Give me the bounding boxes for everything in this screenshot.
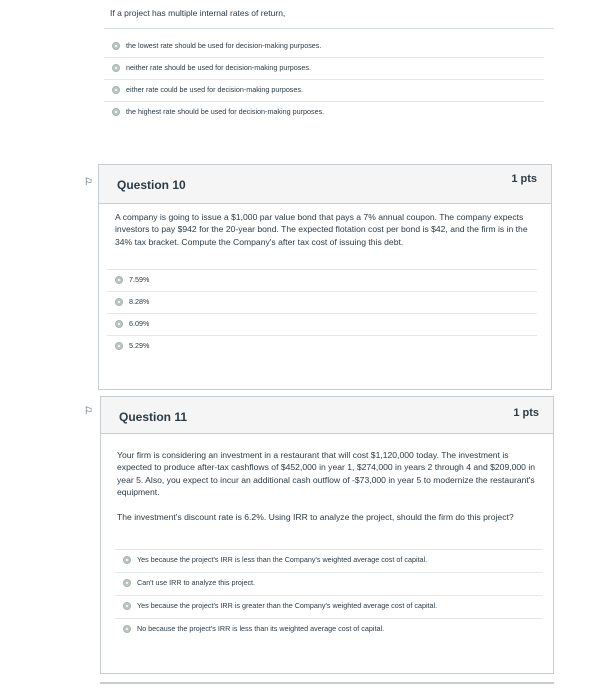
answer-option[interactable]: [107, 335, 537, 358]
radio-button[interactable]: [112, 108, 120, 116]
answer-label: the lowest rate should be used for decision-making purposes.: [126, 41, 322, 50]
answer-option[interactable]: [104, 101, 544, 124]
answer-option[interactable]: [107, 269, 537, 292]
answer-option[interactable]: [115, 618, 543, 641]
question-points: 1 pts: [511, 173, 537, 185]
answer-option[interactable]: [104, 79, 544, 102]
answer-label: No because the project's IRR is less than its weighted average cost of capital.: [137, 624, 385, 633]
answer-list: [115, 549, 543, 645]
answer-option[interactable]: [107, 291, 537, 314]
answer-label: neither rate should be used for decision-making purposes.: [126, 63, 311, 72]
radio-button[interactable]: [115, 342, 123, 350]
question-11-card: [100, 396, 554, 674]
flag-icon[interactable]: ⚐: [84, 406, 93, 417]
question-title: Question 10: [117, 178, 186, 192]
radio-button[interactable]: [112, 86, 120, 94]
radio-button[interactable]: [115, 298, 123, 306]
answer-label: the highest rate should be used for decision-making purposes.: [126, 107, 325, 116]
question-title: Question 11: [119, 410, 188, 424]
answer-option[interactable]: [115, 549, 543, 572]
radio-button[interactable]: [123, 625, 131, 633]
answer-list: [107, 269, 537, 359]
answer-label: Can't use IRR to analyze this project.: [137, 578, 256, 587]
prev-answer-list: [104, 36, 544, 128]
question-points: 1 pts: [513, 407, 539, 419]
divider: [104, 28, 554, 29]
radio-button[interactable]: [115, 320, 123, 328]
answer-option[interactable]: [115, 572, 543, 595]
question-10-card: [98, 164, 552, 390]
answer-label: Yes because the project's IRR is greater than the Company's weighted average cost of capital.: [137, 601, 438, 610]
next-question-edge: [100, 682, 554, 684]
answer-label: 8.28%: [129, 297, 150, 306]
answer-label: 5.29%: [129, 341, 150, 350]
radio-button[interactable]: [112, 42, 120, 50]
answer-label: 6.09%: [129, 319, 150, 328]
radio-button[interactable]: [112, 64, 120, 72]
question-text: Your firm is considering an investment in a restaurant that will cost $1,120,000 today. The investment is expected to produce after-tax cashflows of $452,000 in year 1, $274,000 in years 2 through 4 and $209,000 in year 5. Also, you expect to incur an additional cash outflow of -$73,000 in year 5 to modernize the restaurant's equipment.: [117, 450, 536, 498]
answer-option[interactable]: [107, 313, 537, 336]
answer-label: Yes because the project's IRR is less than the Company's weighted average cost of capital.: [137, 555, 428, 564]
radio-button[interactable]: [123, 579, 131, 587]
answer-option[interactable]: [115, 595, 543, 618]
radio-button[interactable]: [115, 276, 123, 284]
answer-option[interactable]: [104, 36, 544, 58]
answer-label: either rate could be used for decision-making purposes.: [126, 85, 303, 94]
radio-button[interactable]: [123, 556, 131, 564]
question-text: A company is going to issue a $1,000 par value bond that pays a 7% annual coupon. The company expects investors to pay $942 for the 20-year bond. The expected flotation cost per bond is $42, and the firm is in the 34% tax bracket. Compute the Company's after tax cost of issuing this debt.: [115, 212, 528, 247]
question-header: [101, 397, 553, 434]
answer-option[interactable]: [104, 57, 544, 80]
prev-question-text: If a project has multiple internal rates of return,: [110, 8, 286, 18]
question-text-2: The investment's discount rate is 6.2%. Using IRR to analyze the project, should the firm do this project?: [117, 512, 514, 522]
answer-label: 7.59%: [129, 275, 150, 284]
radio-button[interactable]: [123, 602, 131, 610]
flag-icon[interactable]: ⚐: [84, 177, 93, 188]
question-header: [99, 165, 551, 204]
